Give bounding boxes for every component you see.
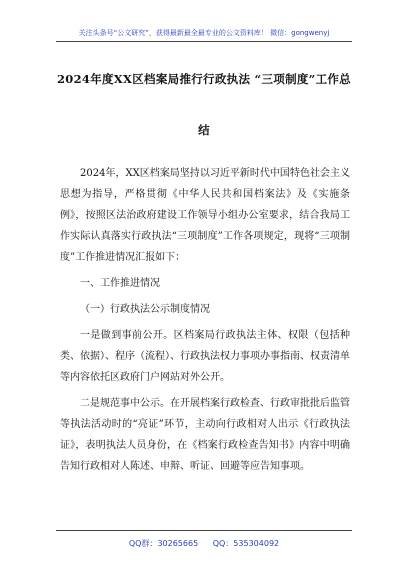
subsection-heading: （一）行政执法公示制度情况 xyxy=(80,304,210,315)
section-heading: 一、工作推进情况 xyxy=(80,278,160,289)
footer-qq-group: QQ群：30265665 xyxy=(128,539,199,548)
paragraph-2: 二是规范事中公示。在开展档案行政检查、行政审批批后监管等执法活动时的“亮证”环节，主动向行政相对人出示《行政执法证》，表明执法人员身份，在《档案行政检查告知书》内容中明确告知行政相对人陈述、申辩、听证、回避等应告知事项。 xyxy=(60,398,350,472)
header-divider xyxy=(56,41,352,42)
header-promo-note: 关注头条号“公文研究”，获得最新最全最专业的公文资料库！ 微信：gongwenyj xyxy=(78,29,330,37)
intro-paragraph: 2024年，XX区档案局坚持以习近平新时代中国特色社会主义思想为指导，严格贯彻《中华人民共和国档案法》及《实施条例》，按照区法治政府建设工作领导小组办公室要求，结合我局工作实际认真落实行政执法“三项制度”工作各项规定，现将“三项制度”工作推进情况汇报如下： xyxy=(60,168,350,263)
footer-divider xyxy=(56,530,352,531)
paragraph-1: 一是做到事前公开。区档案局行政执法主体、权限（包括种类、依据）、程序（流程）、行政执法权力事项办事指南、权责清单等内容依托区政府门户网站对外公开。 xyxy=(60,330,350,383)
document-body xyxy=(60,163,350,482)
document-title-line2: 结 xyxy=(198,123,210,137)
footer-contact xyxy=(0,538,408,549)
footer-qq: QQ：535304092 xyxy=(212,539,280,548)
document-title-line1: 2024年度XX区档案局推行行政执法 “三项制度”工作总 xyxy=(57,72,351,86)
